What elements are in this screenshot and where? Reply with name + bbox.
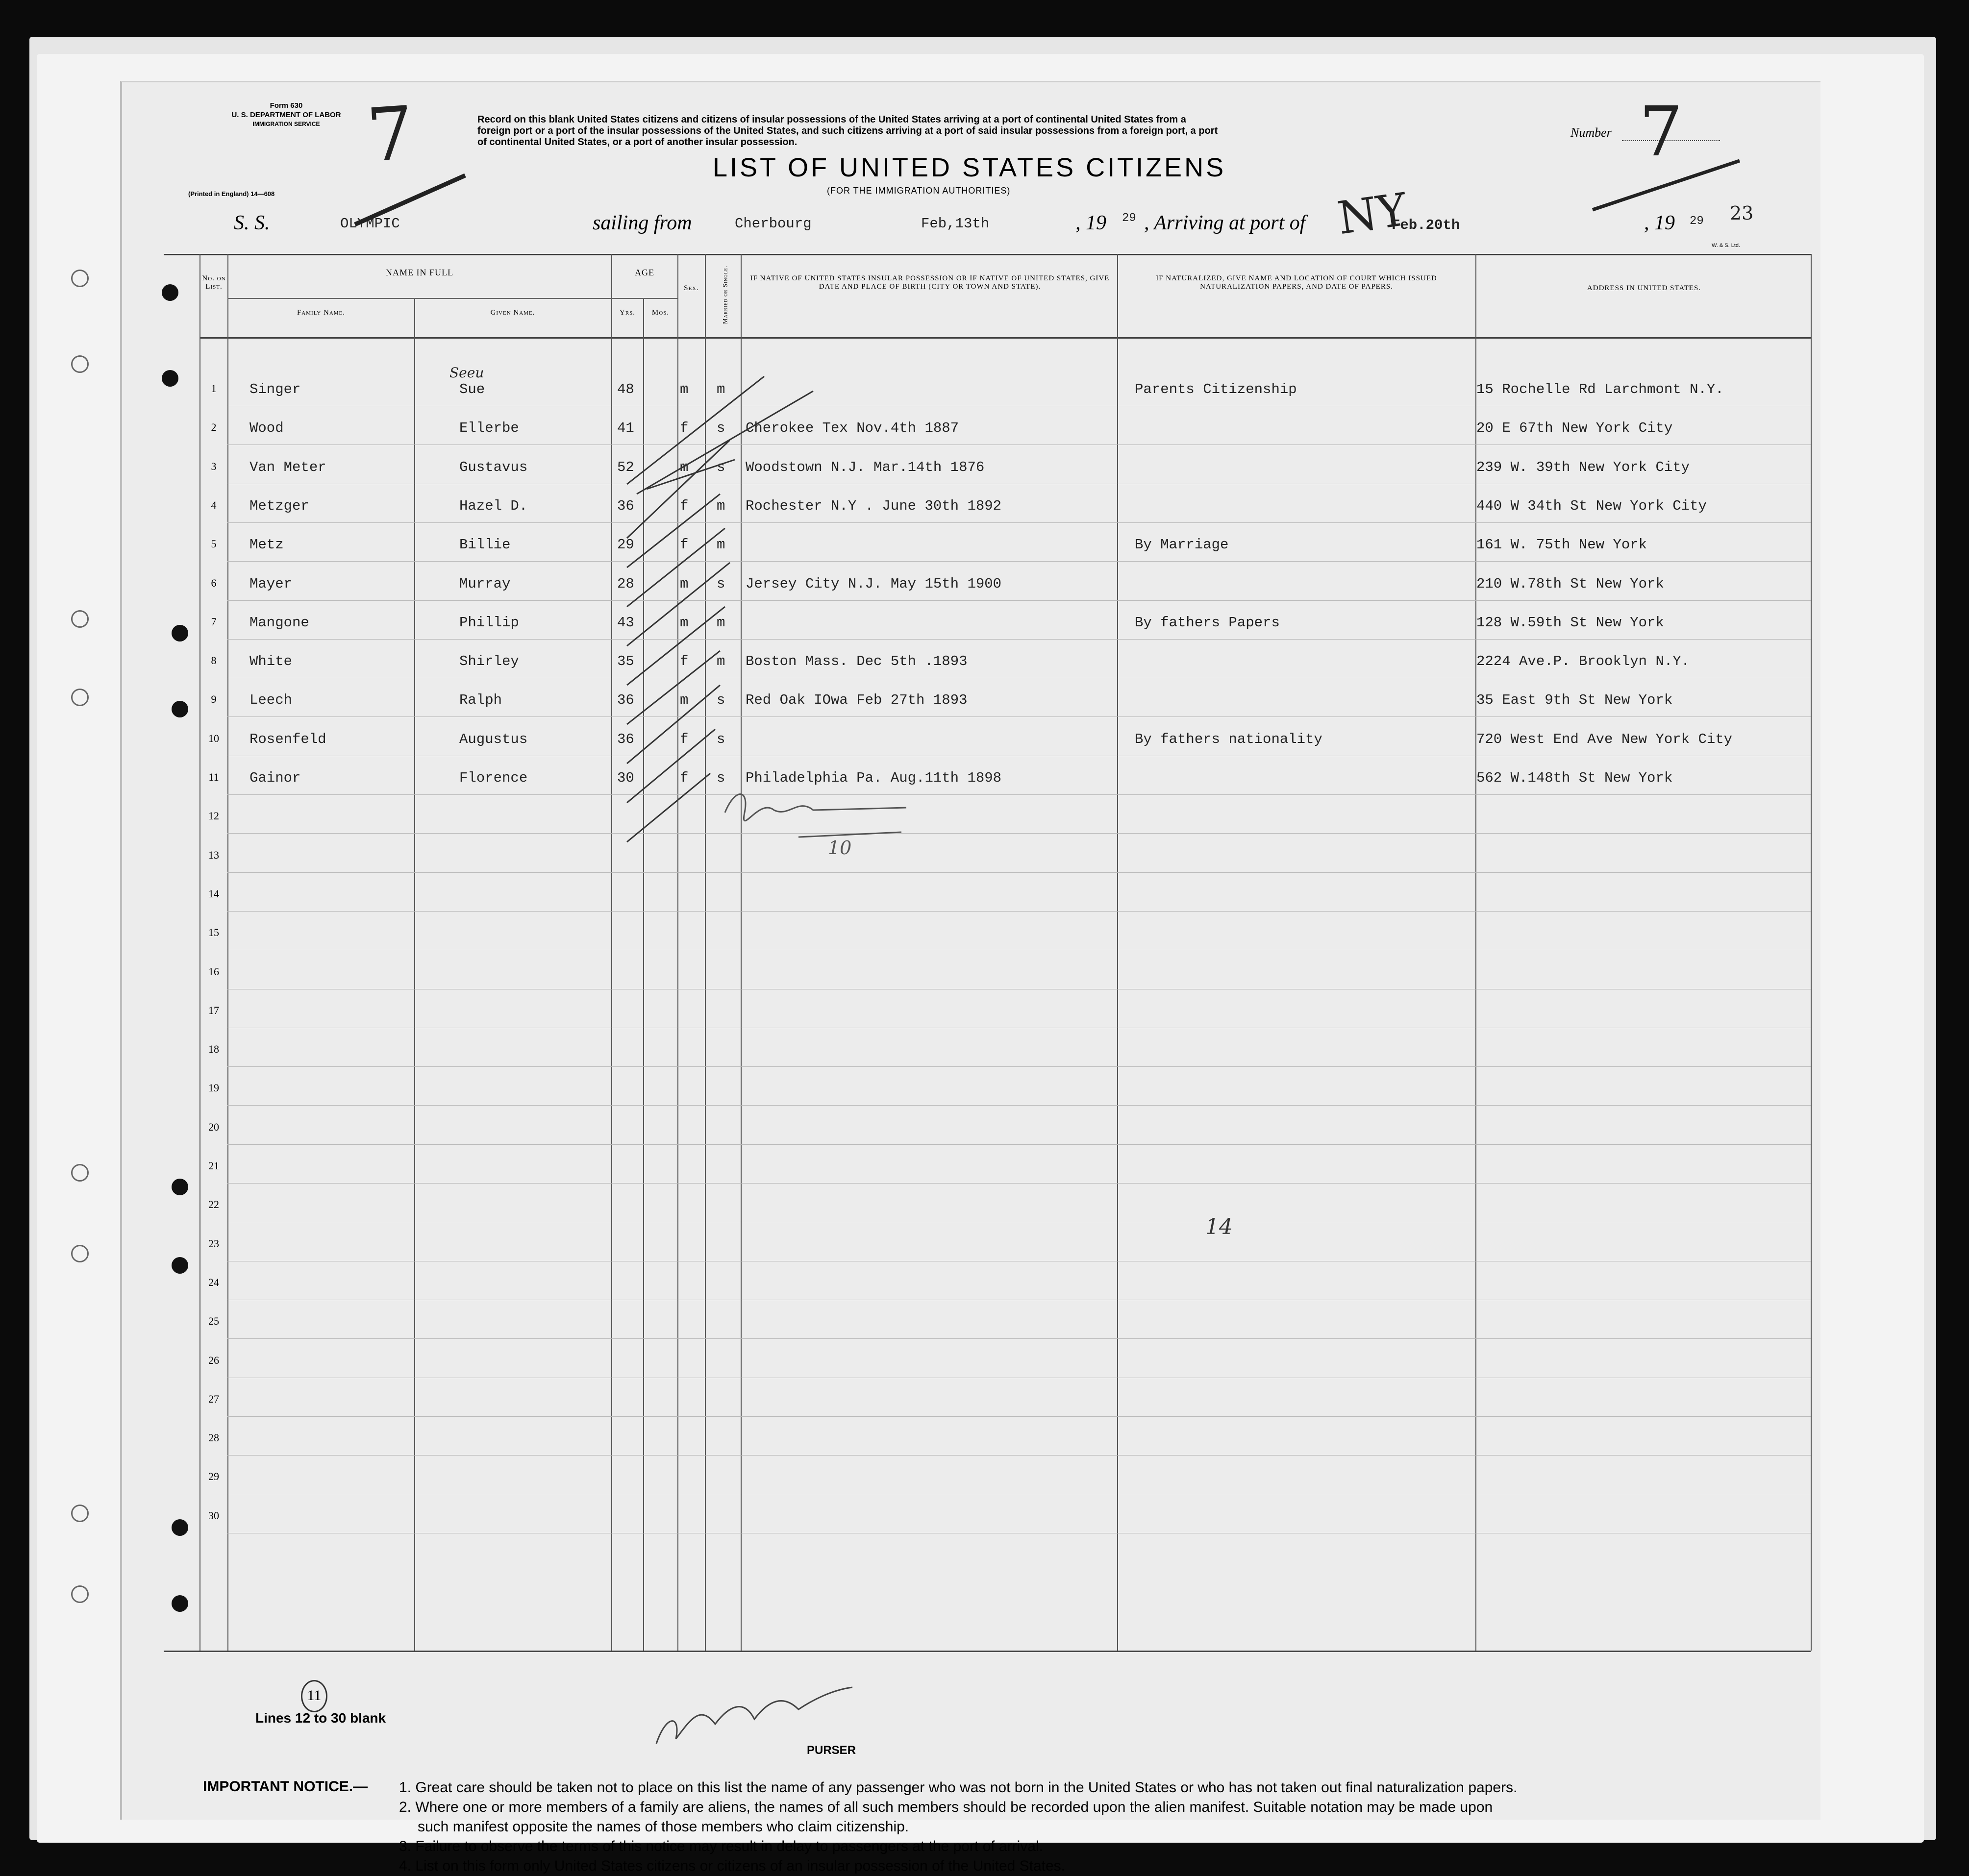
- row-number: 21: [208, 1160, 219, 1172]
- age-years: 52: [617, 459, 634, 475]
- birth-place-date: Jersey City N.J. May 15th 1900: [746, 576, 1002, 592]
- family-name: White: [249, 653, 293, 669]
- sex: f: [680, 770, 689, 786]
- notice-item-4: 4. List on this form only United States citizens or citizens of an insular possession of the United States.: [399, 1858, 1066, 1874]
- form-number: Form 630: [270, 101, 303, 110]
- binder-hole: [172, 1595, 188, 1612]
- binder-hole: [172, 1519, 188, 1536]
- row-rule: [227, 444, 1811, 445]
- family-name: Metz: [249, 537, 284, 553]
- row-number: 6: [211, 577, 217, 589]
- binder-hole: [172, 701, 188, 717]
- address: 239 W. 39th New York City: [1476, 459, 1690, 475]
- marital-status: m: [717, 653, 725, 669]
- binder-hole-ring: [71, 355, 89, 373]
- row-number: 15: [208, 926, 219, 938]
- depart-date: Feb,13th: [921, 216, 990, 232]
- arriving-label: , Arriving at port of: [1144, 212, 1306, 234]
- birth-place-date: Philadelphia Pa. Aug.11th 1898: [746, 770, 1002, 786]
- header-address: ADDRESS IN UNITED STATES.: [1587, 284, 1701, 292]
- family-name: Gainor: [249, 770, 301, 786]
- given-name: Gustavus: [459, 459, 528, 475]
- row-rule: [227, 600, 1811, 601]
- row-number: 16: [208, 965, 219, 978]
- row-number: 7: [211, 616, 217, 628]
- address: 35 East 9th St New York: [1476, 692, 1673, 708]
- row-number: 18: [208, 1043, 219, 1055]
- binder-hole: [172, 1179, 188, 1195]
- family-name: Mangone: [249, 615, 309, 631]
- arrival-date: Feb.20th: [1392, 217, 1460, 233]
- sex: f: [680, 731, 689, 747]
- purser-label: PURSER: [807, 1744, 856, 1757]
- family-name: Leech: [249, 692, 293, 708]
- number-value: 7: [1639, 92, 1683, 172]
- birth-place-date: Rochester N.Y . June 30th 1892: [746, 498, 1002, 514]
- address: 2224 Ave.P. Brooklyn N.Y.: [1476, 653, 1690, 669]
- header-no: No. on List.: [202, 274, 226, 291]
- given-name: Ralph: [459, 692, 502, 708]
- address: 210 W.78th St New York: [1476, 576, 1664, 592]
- notice-title: IMPORTANT NOTICE.—: [203, 1778, 368, 1795]
- binder-hole: [162, 284, 178, 301]
- sex: m: [680, 576, 689, 592]
- given-name: Ellerbe: [459, 420, 519, 436]
- header-family: Family Name.: [297, 309, 346, 317]
- age-years: 43: [617, 615, 634, 631]
- binder-hole: [172, 1257, 188, 1274]
- given-name-correction: Seeu: [449, 365, 484, 381]
- given-name: Augustus: [459, 731, 528, 747]
- page-mark-handwritten: 7: [364, 90, 417, 179]
- table-bottom-rule: [164, 1651, 1811, 1652]
- binder-hole-ring: [71, 689, 89, 706]
- printer-mark: W. & S. Ltd.: [1712, 243, 1741, 248]
- address: 128 W.59th St New York: [1476, 615, 1664, 631]
- header-bottom-rule: [200, 337, 1811, 339]
- birth-place-date: Red Oak IOwa Feb 27th 1893: [746, 692, 968, 708]
- row-rule: [227, 1144, 1811, 1145]
- naturalization: By Marriage: [1135, 537, 1229, 553]
- marital-status: s: [717, 576, 725, 592]
- header-given: Given Name.: [490, 309, 535, 317]
- notice-item-3: 3. Failure to observe the terms of this notice may result in delay to passengers at the port of arrival.: [399, 1838, 1043, 1854]
- row-number: 24: [208, 1276, 219, 1288]
- age-years: 28: [617, 576, 634, 592]
- family-name: Metzger: [249, 498, 309, 514]
- header-sex: Sex.: [684, 284, 699, 292]
- sex: f: [680, 653, 689, 669]
- row-number: 10: [208, 732, 219, 744]
- given-name: Hazel D.: [459, 498, 528, 514]
- number-stroke: [1588, 156, 1745, 215]
- margin-circle: 11: [301, 1680, 327, 1712]
- ss-label: S. S.: [234, 212, 270, 234]
- given-name: Murray: [459, 576, 511, 592]
- address: 20 E 67th New York City: [1476, 420, 1673, 436]
- col-rule: [414, 298, 415, 1651]
- list-subtitle: (FOR THE IMMIGRATION AUTHORITIES): [827, 186, 1011, 196]
- marital-status: m: [717, 615, 725, 631]
- row-rule: [227, 1416, 1811, 1417]
- row-number: 14: [208, 888, 219, 900]
- row-number: 8: [211, 654, 217, 666]
- address: 15 Rochelle Rd Larchmont N.Y.: [1476, 381, 1724, 397]
- row-number: 2: [211, 421, 217, 433]
- age-years: 41: [617, 420, 634, 436]
- row-rule: [227, 1455, 1811, 1456]
- age-years: 30: [617, 770, 634, 786]
- given-name: Shirley: [459, 653, 519, 669]
- header-name: NAME IN FULL: [386, 268, 453, 277]
- row-number: 25: [208, 1315, 219, 1327]
- address: 562 W.148th St New York: [1476, 770, 1673, 786]
- row-rule: [227, 561, 1811, 562]
- marital-status: s: [717, 459, 725, 475]
- record-instructions: Record on this blank United States citizens and citizens of insular possessions of the United States arriving at a port of continental United States from a foreign port or a port of the insular possessions of the United States, and such citizens arriving at a port of said insular possessions from a foreign port, a port of continental United States, or a port of another insular possession.: [477, 114, 1218, 148]
- row-rule: [227, 872, 1811, 873]
- naturalization: Parents Citizenship: [1135, 381, 1297, 397]
- row-rule: [227, 716, 1811, 717]
- sex: f: [680, 420, 689, 436]
- row-number: 3: [211, 460, 217, 472]
- depart-year: 29: [1122, 212, 1136, 225]
- row-number: 17: [208, 1004, 219, 1016]
- sex: m: [680, 692, 689, 708]
- marital-status: s: [717, 420, 725, 436]
- year-prefix-1: , 19: [1075, 212, 1106, 234]
- family-name: Rosenfeld: [249, 731, 326, 747]
- family-name: Wood: [249, 420, 284, 436]
- binder-hole: [172, 625, 188, 642]
- number-label: Number: [1570, 125, 1612, 140]
- row-number: 20: [208, 1121, 219, 1133]
- row-number: 29: [208, 1470, 219, 1482]
- notice-list: [399, 1778, 1820, 1876]
- manifest-page: [120, 81, 1820, 1874]
- given-name: Phillip: [459, 615, 519, 631]
- age-years: 36: [617, 692, 634, 708]
- col-rule: [1117, 254, 1118, 1651]
- sex: f: [680, 537, 689, 553]
- from-port: Cherbourg: [735, 216, 812, 232]
- row-number: 23: [208, 1237, 219, 1250]
- marital-status: s: [717, 731, 725, 747]
- department: U. S. DEPARTMENT OF LABOR: [231, 111, 341, 119]
- binder-hole-ring: [71, 1164, 89, 1182]
- row-number: 4: [211, 499, 217, 511]
- row-rule: [227, 794, 1811, 795]
- header-married: Married or Single.: [721, 265, 729, 324]
- notice-item-1: 1. Great care should be taken not to place on this list the name of any passenger who was not born in the United States or who has not taken out final naturalization papers.: [399, 1779, 1518, 1796]
- arrival-port: NY: [1334, 183, 1410, 245]
- row-rule: [227, 1105, 1811, 1106]
- age-years: 35: [617, 653, 634, 669]
- family-name: Singer: [249, 381, 301, 397]
- address: 440 W 34th St New York City: [1476, 498, 1707, 514]
- binder-hole-ring: [71, 1585, 89, 1603]
- service: IMMIGRATION SERVICE: [252, 121, 320, 127]
- row-number: 11: [208, 771, 219, 783]
- marital-status: m: [717, 381, 725, 397]
- sex: m: [680, 615, 689, 631]
- row-number: 12: [208, 810, 219, 822]
- row-number: 13: [208, 849, 219, 861]
- given-name: Florence: [459, 770, 528, 786]
- row-number: 28: [208, 1432, 219, 1444]
- binder-hole: [162, 370, 178, 387]
- header-age: AGE: [635, 268, 654, 277]
- row-number: 9: [211, 693, 217, 705]
- marital-status: s: [717, 692, 725, 708]
- sex: m: [680, 459, 689, 475]
- row-number: 1: [211, 382, 217, 395]
- row-rule: [227, 1183, 1811, 1184]
- given-name: Sue: [459, 381, 485, 397]
- printed-note: (Printed in England) 14—608: [188, 190, 275, 197]
- scrawl-number: 10: [828, 837, 852, 859]
- row-number: 27: [208, 1393, 219, 1405]
- age-years: 36: [617, 731, 634, 747]
- header-native: IF NATIVE OF UNITED STATES INSULAR POSSESSION OR IF NATIVE OF UNITED STATES, GIVE DATE AND PLACE OF BIRTH (CITY OR TOWN AND STATE).: [750, 274, 1110, 291]
- given-name: Billie: [459, 537, 511, 553]
- age-years: 36: [617, 498, 634, 514]
- row-rule: [227, 1066, 1811, 1067]
- blank-lines-note: Lines 12 to 30 blank: [255, 1710, 386, 1726]
- row-number: 5: [211, 538, 217, 550]
- form-id-block: [205, 101, 367, 129]
- row-rule: [227, 522, 1811, 523]
- arrival-year: 29: [1690, 215, 1704, 228]
- list-title: LIST OF UNITED STATES CITIZENS: [713, 153, 1226, 182]
- row-rule: [227, 1338, 1811, 1339]
- marital-status: m: [717, 498, 725, 514]
- ship-name: OLYMPIC: [340, 216, 400, 232]
- header-split-rule: [227, 298, 677, 299]
- binder-hole-ring: [71, 270, 89, 287]
- sex: m: [680, 381, 689, 397]
- col-rule: [1811, 254, 1812, 1651]
- birth-place-date: Woodstown N.J. Mar.14th 1876: [746, 459, 985, 475]
- year-prefix-2: , 19: [1644, 212, 1675, 234]
- header-yrs: Yrs.: [619, 309, 636, 317]
- sex: f: [680, 498, 689, 514]
- scrawl-signature: [715, 783, 921, 852]
- row-number: 30: [208, 1509, 219, 1522]
- notice-item-2: 2. Where one or more members of a family are aliens, the names of all such members should be recorded upon the alien manifest. Suitable notation may be made upon: [399, 1799, 1493, 1815]
- marital-status: m: [717, 537, 725, 553]
- address: 720 West End Ave New York City: [1476, 731, 1733, 747]
- age-years: 48: [617, 381, 634, 397]
- naturalization: By fathers Papers: [1135, 615, 1280, 631]
- binder-hole-ring: [71, 610, 89, 628]
- row-rule: [227, 639, 1811, 640]
- header-naturalized: IF NATURALIZED, GIVE NAME AND LOCATION OF COURT WHICH ISSUED NATURALIZATION PAPERS, AND DATE OF PAPERS.: [1156, 274, 1437, 291]
- row-number: 19: [208, 1082, 219, 1094]
- birth-place-date: Boston Mass. Dec 5th .1893: [746, 653, 968, 669]
- family-name: Van Meter: [249, 459, 326, 475]
- address: 161 W. 75th New York: [1476, 537, 1647, 553]
- marital-status: s: [717, 770, 725, 786]
- row-rule: [227, 833, 1811, 834]
- naturalization: By fathers nationality: [1135, 731, 1322, 747]
- row-number: 22: [208, 1198, 219, 1210]
- sailing-label: sailing from: [593, 212, 692, 234]
- binder-hole-ring: [71, 1505, 89, 1522]
- row-number: 26: [208, 1354, 219, 1366]
- family-name: Mayer: [249, 576, 293, 592]
- notice-item-2-cont: such manifest opposite the names of those members who claim citizenship.: [418, 1819, 909, 1835]
- corner-mark: 23: [1730, 202, 1754, 224]
- header-mos: Mos.: [651, 309, 670, 317]
- birth-place-date: Cherokee Tex Nov.4th 1887: [746, 420, 959, 436]
- page-number-mark: 14: [1205, 1214, 1233, 1239]
- age-years: 29: [617, 537, 634, 553]
- binder-hole-ring: [71, 1245, 89, 1262]
- row-rule: [227, 911, 1811, 912]
